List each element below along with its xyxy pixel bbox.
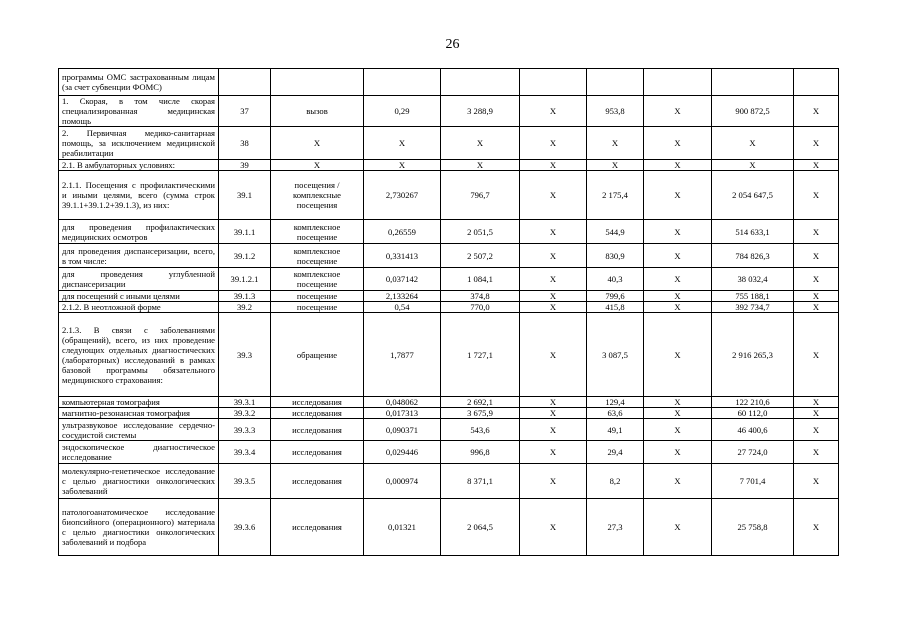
cell-row-name: для проведения профилактических медицинских осмотров [59, 220, 219, 244]
cell-row-code: 39.3.2 [219, 408, 271, 419]
table-row [59, 96, 839, 127]
cell-sum-oms: 755 188,1 [712, 291, 794, 302]
cell-per-capita-oms: 27,3 [587, 499, 644, 556]
cell-sum-oms: 392 734,7 [712, 302, 794, 313]
cell-sum-oms: 2 054 647,5 [712, 171, 794, 220]
cell-sum-oms: 7 701,4 [712, 464, 794, 499]
cell-per-capita-budget: Х [520, 291, 587, 302]
cell-unit: исследования [271, 397, 364, 408]
cell-per-capita-oms: 129,4 [587, 397, 644, 408]
cell-sum-budget: Х [644, 302, 712, 313]
cell-per-capita-budget: Х [520, 220, 587, 244]
cell-row-name: 2.1.1. Посещения с профилактическими и иными целями, всего (сумма строк 39.1.1+39.1.2+39.1.3), из них: [59, 171, 219, 220]
table-row [59, 302, 839, 313]
cell-unit [271, 69, 364, 96]
cell-norm-volume: 0,029446 [364, 441, 441, 464]
table-row [59, 397, 839, 408]
cell-unit: Х [271, 160, 364, 171]
cell-per-capita-oms [587, 69, 644, 96]
cell-percent: Х [794, 464, 839, 499]
cell-per-capita-budget: Х [520, 408, 587, 419]
cell-row-name: ультразвуковое исследование сердечно-сосудистой системы [59, 419, 219, 441]
cell-sum-oms: 900 872,5 [712, 96, 794, 127]
cell-per-capita-budget: Х [520, 419, 587, 441]
cell-percent [794, 69, 839, 96]
cell-norm-volume: Х [364, 127, 441, 160]
cell-norm-volume: 2,133264 [364, 291, 441, 302]
cell-unit: исследования [271, 408, 364, 419]
page-number: 26 [445, 37, 460, 52]
cell-unit: посещения / комплексные посещения [271, 171, 364, 220]
cell-unit: исследования [271, 499, 364, 556]
cell-row-name: для проведения диспансеризации, всего, в том числе: [59, 244, 219, 268]
cell-norm-volume: 0,26559 [364, 220, 441, 244]
cell-sum-oms: 784 826,3 [712, 244, 794, 268]
cell-cost-per-unit: Х [441, 127, 520, 160]
cell-sum-budget: Х [644, 96, 712, 127]
cell-per-capita-oms: 40,3 [587, 268, 644, 291]
cell-per-capita-budget: Х [520, 244, 587, 268]
cell-percent: Х [794, 268, 839, 291]
cell-percent: Х [794, 419, 839, 441]
cell-per-capita-oms: 8,2 [587, 464, 644, 499]
cell-row-code: 39.1.2 [219, 244, 271, 268]
cell-per-capita-budget: Х [520, 160, 587, 171]
cell-cost-per-unit: 8 371,1 [441, 464, 520, 499]
cell-per-capita-oms: 830,9 [587, 244, 644, 268]
cell-cost-per-unit: 2 051,5 [441, 220, 520, 244]
cell-percent: Х [794, 397, 839, 408]
cell-sum-oms: 38 032,4 [712, 268, 794, 291]
cell-row-code: 37 [219, 96, 271, 127]
cell-cost-per-unit: 2 064,5 [441, 499, 520, 556]
cell-cost-per-unit: 2 692,1 [441, 397, 520, 408]
cell-per-capita-budget: Х [520, 268, 587, 291]
cell-sum-budget [644, 69, 712, 96]
cell-sum-oms: 25 758,8 [712, 499, 794, 556]
cell-percent: Х [794, 441, 839, 464]
cell-cost-per-unit: 770,0 [441, 302, 520, 313]
cell-row-code: 39.1.1 [219, 220, 271, 244]
cell-unit: посещение [271, 302, 364, 313]
cell-per-capita-oms: 29,4 [587, 441, 644, 464]
cell-sum-budget: Х [644, 244, 712, 268]
cell-percent: Х [794, 220, 839, 244]
cell-sum-budget: Х [644, 171, 712, 220]
cell-percent: Х [794, 96, 839, 127]
cell-sum-budget: Х [644, 419, 712, 441]
cell-norm-volume: Х [364, 160, 441, 171]
cell-row-name: 2. Первичная медико-санитарная помощь, за исключением медицинской реабилитации [59, 127, 219, 160]
cell-per-capita-budget [520, 69, 587, 96]
data-table [58, 68, 839, 556]
table-row [59, 464, 839, 499]
table-row [59, 499, 839, 556]
cell-row-code: 39.3 [219, 313, 271, 397]
cell-per-capita-budget: Х [520, 127, 587, 160]
cell-row-name: 1. Скорая, в том числе скорая специализированная медицинская помощь [59, 96, 219, 127]
cell-unit: исследования [271, 441, 364, 464]
cell-row-code: 39.3.5 [219, 464, 271, 499]
cell-unit: посещение [271, 291, 364, 302]
cell-unit: обращение [271, 313, 364, 397]
cell-cost-per-unit: Х [441, 160, 520, 171]
cell-percent: Х [794, 127, 839, 160]
cell-sum-oms: 27 724,0 [712, 441, 794, 464]
cell-cost-per-unit: 1 727,1 [441, 313, 520, 397]
cell-row-code: 39.1.2.1 [219, 268, 271, 291]
table-row [59, 441, 839, 464]
cell-row-name: 2.1. В амбулаторных условиях: [59, 160, 219, 171]
cell-row-name: 2.1.3. В связи с заболеваниями (обращений), всего, из них проведение следующих отдельных диагностических (лабораторных) исследований в рамках базовой программы обязательного медицинского страхования: [59, 313, 219, 397]
table-row [59, 268, 839, 291]
cell-cost-per-unit: 543,6 [441, 419, 520, 441]
cell-per-capita-oms: 63,6 [587, 408, 644, 419]
cell-sum-oms: Х [712, 160, 794, 171]
cell-per-capita-budget: Х [520, 96, 587, 127]
cell-sum-oms: 122 210,6 [712, 397, 794, 408]
table-row [59, 244, 839, 268]
cell-row-code: 38 [219, 127, 271, 160]
cell-unit: исследования [271, 464, 364, 499]
cell-per-capita-budget: Х [520, 302, 587, 313]
cell-per-capita-oms: Х [587, 160, 644, 171]
cell-row-code: 39.2 [219, 302, 271, 313]
table-row [59, 160, 839, 171]
cell-sum-budget: Х [644, 127, 712, 160]
cell-per-capita-oms: 3 087,5 [587, 313, 644, 397]
cell-row-name: эндоскопическое диагностическое исследование [59, 441, 219, 464]
cell-row-name: патологоанатомическое исследование биопсийного (операционного) материала с целью диагностики онкологических заболеваний и подбора [59, 499, 219, 556]
cell-sum-oms: Х [712, 127, 794, 160]
cell-cost-per-unit: 996,8 [441, 441, 520, 464]
cell-norm-volume: 0,090371 [364, 419, 441, 441]
cell-unit: комплексное посещение [271, 244, 364, 268]
cell-per-capita-oms: 415,8 [587, 302, 644, 313]
cell-norm-volume: 0,037142 [364, 268, 441, 291]
cell-unit: комплексное посещение [271, 220, 364, 244]
cell-row-code: 39 [219, 160, 271, 171]
cell-norm-volume: 0,01321 [364, 499, 441, 556]
cell-per-capita-budget: Х [520, 499, 587, 556]
cell-percent: Х [794, 302, 839, 313]
cell-percent: Х [794, 313, 839, 397]
table-row [59, 291, 839, 302]
cell-norm-volume: 0,017313 [364, 408, 441, 419]
cell-sum-budget: Х [644, 441, 712, 464]
cell-sum-budget: Х [644, 464, 712, 499]
cell-per-capita-oms: 953,8 [587, 96, 644, 127]
cell-row-code: 39.3.3 [219, 419, 271, 441]
cell-sum-budget: Х [644, 397, 712, 408]
cell-percent: Х [794, 244, 839, 268]
cell-row-code: 39.1 [219, 171, 271, 220]
cell-sum-budget: Х [644, 291, 712, 302]
cell-per-capita-oms: 799,6 [587, 291, 644, 302]
cell-norm-volume: 2,730267 [364, 171, 441, 220]
cell-sum-budget: Х [644, 160, 712, 171]
cell-sum-oms: 2 916 265,3 [712, 313, 794, 397]
cell-per-capita-oms: 544,9 [587, 220, 644, 244]
cell-cost-per-unit: 374,8 [441, 291, 520, 302]
cell-sum-budget: Х [644, 313, 712, 397]
table-row [59, 419, 839, 441]
table-row [59, 69, 839, 96]
cell-sum-oms: 60 112,0 [712, 408, 794, 419]
cell-sum-budget: Х [644, 268, 712, 291]
cell-cost-per-unit: 796,7 [441, 171, 520, 220]
cell-per-capita-budget: Х [520, 313, 587, 397]
cell-row-name: компьютерная томография [59, 397, 219, 408]
cell-sum-oms [712, 69, 794, 96]
cell-per-capita-budget: Х [520, 464, 587, 499]
cell-row-name: для посещений с иными целями [59, 291, 219, 302]
cell-norm-volume: 0,000974 [364, 464, 441, 499]
cell-cost-per-unit [441, 69, 520, 96]
cell-sum-budget: Х [644, 499, 712, 556]
cell-unit: Х [271, 127, 364, 160]
cell-percent: Х [794, 291, 839, 302]
cell-per-capita-oms: 2 175,4 [587, 171, 644, 220]
cell-percent: Х [794, 171, 839, 220]
cell-per-capita-budget: Х [520, 171, 587, 220]
cell-row-name: молекулярно-генетическое исследование с целью диагностики онкологических заболеваний [59, 464, 219, 499]
cell-row-name: для проведения углубленной диспансеризации [59, 268, 219, 291]
cell-per-capita-oms: Х [587, 127, 644, 160]
cell-norm-volume: 0,048062 [364, 397, 441, 408]
cell-row-name: магнитно-резонансная томография [59, 408, 219, 419]
table-row [59, 127, 839, 160]
table-row [59, 313, 839, 397]
table-row [59, 171, 839, 220]
cell-row-name: 2.1.2. В неотложной форме [59, 302, 219, 313]
cell-norm-volume: 0,54 [364, 302, 441, 313]
cell-percent: Х [794, 160, 839, 171]
cell-row-code: 39.3.6 [219, 499, 271, 556]
cell-sum-budget: Х [644, 408, 712, 419]
cell-sum-oms: 514 633,1 [712, 220, 794, 244]
cell-cost-per-unit: 1 084,1 [441, 268, 520, 291]
cell-unit: комплексное посещение [271, 268, 364, 291]
cell-sum-budget: Х [644, 220, 712, 244]
cell-norm-volume: 0,29 [364, 96, 441, 127]
cell-cost-per-unit: 2 507,2 [441, 244, 520, 268]
cell-cost-per-unit: 3 288,9 [441, 96, 520, 127]
cell-percent: Х [794, 408, 839, 419]
cell-unit: исследования [271, 419, 364, 441]
cell-row-code [219, 69, 271, 96]
cell-row-code: 39.3.4 [219, 441, 271, 464]
cell-norm-volume: 0,331413 [364, 244, 441, 268]
cell-norm-volume: 1,7877 [364, 313, 441, 397]
cell-row-name: программы ОМС застрахованным лицам (за счет субвенции ФОМС) [59, 69, 219, 96]
cell-row-code: 39.3.1 [219, 397, 271, 408]
cell-cost-per-unit: 3 675,9 [441, 408, 520, 419]
cell-row-code: 39.1.3 [219, 291, 271, 302]
table-row [59, 408, 839, 419]
cell-per-capita-oms: 49,1 [587, 419, 644, 441]
cell-unit: вызов [271, 96, 364, 127]
cell-norm-volume [364, 69, 441, 96]
cell-sum-oms: 46 400,6 [712, 419, 794, 441]
cell-percent: Х [794, 499, 839, 556]
cell-per-capita-budget: Х [520, 441, 587, 464]
table-row [59, 220, 839, 244]
cell-per-capita-budget: Х [520, 397, 587, 408]
